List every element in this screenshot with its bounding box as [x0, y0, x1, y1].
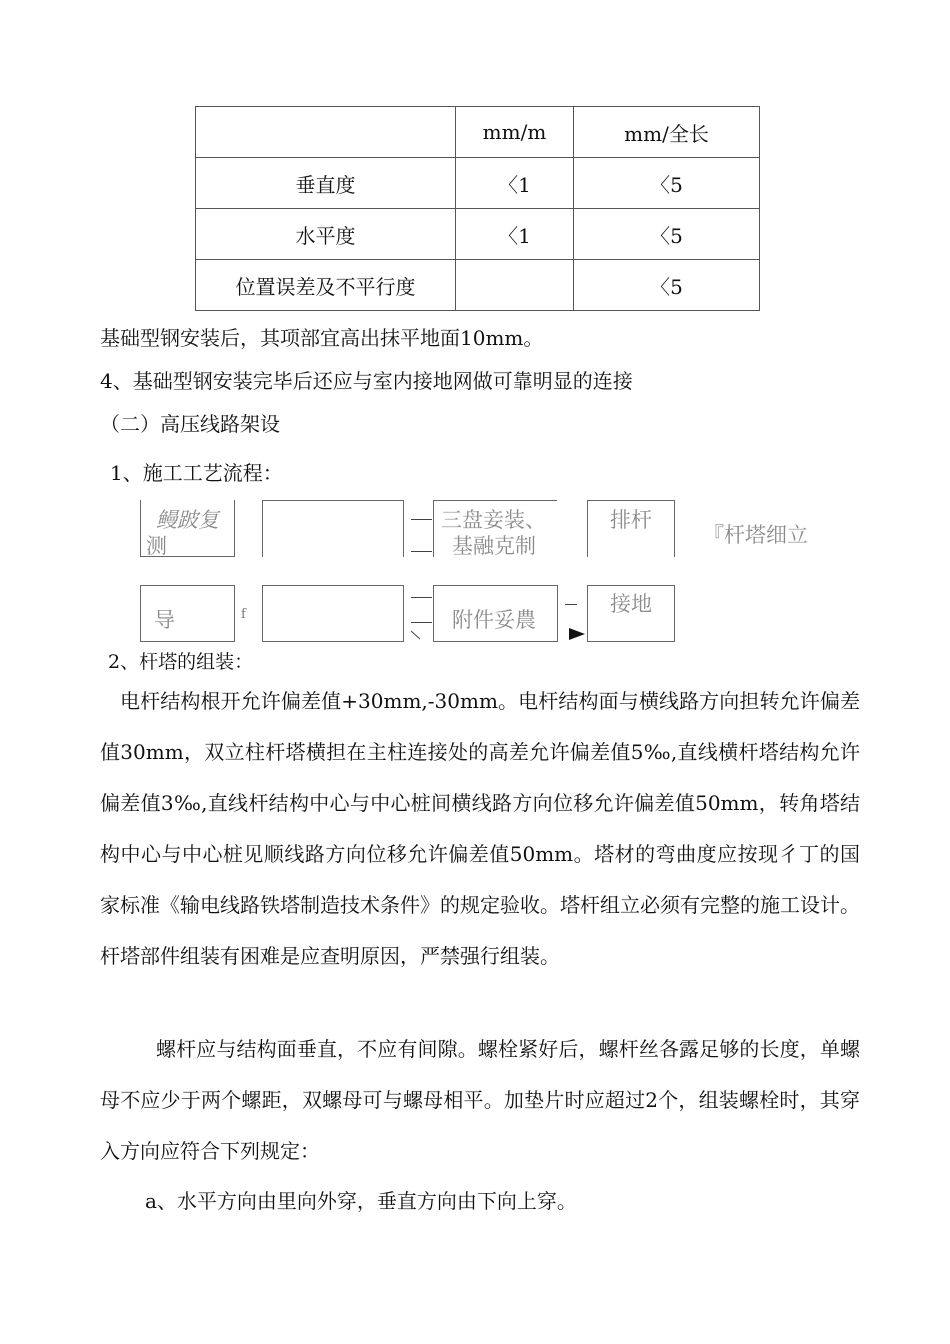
- flow-connector-tick: [409, 628, 423, 642]
- table-header-cell: [196, 107, 456, 158]
- table-row: [196, 158, 760, 209]
- text-line: 基础型钢安装后，其项部宜高出抹平地面10mm。: [100, 326, 544, 350]
- flow-connector: [411, 622, 432, 623]
- flow-label: 三盘妾装、: [441, 508, 546, 532]
- flow-connector: [411, 597, 432, 598]
- table-header-cell: mm/全长: [574, 107, 760, 158]
- list-item: a、水平方向由里向外穿，垂直方向由下向上穿。: [145, 1189, 577, 1213]
- table-cell: 垂直度: [196, 158, 456, 209]
- flow-connector: [411, 519, 432, 520]
- table-row: [196, 260, 760, 311]
- flow-connector: [565, 604, 577, 605]
- table-cell: 〈1: [456, 209, 574, 260]
- subsection-heading: 1、施工工艺流程：: [110, 461, 283, 485]
- table-cell: 〈5: [574, 158, 760, 209]
- text-line: 4、基础型钢安装完毕后还应与室内接地网做可靠明显的连接: [100, 369, 633, 393]
- flow-marker: f: [241, 607, 246, 622]
- table-header-cell: mm/m: [456, 107, 574, 158]
- table-header-row: [196, 107, 760, 158]
- arrow-right-icon: [567, 626, 587, 642]
- flow-label: 基融克制: [452, 534, 536, 558]
- table-cell: 〈5: [574, 209, 760, 260]
- table-cell: 位置误差及不平行度: [196, 260, 456, 311]
- paragraph: 螺杆应与结构面垂直，不应有间隙。螺栓紧好后，螺杆丝各露足够的长度，单螺母不应少于两个螺距，双螺母可与螺母相平。加垫片时应超过2个，组装螺栓时，其穿入方向应符合下列规定：: [100, 1037, 860, 1163]
- flow-label: 测: [146, 534, 167, 558]
- table-cell: [456, 260, 574, 311]
- tolerance-table: [195, 106, 760, 311]
- subsection-heading: 2、杆塔的组装：: [108, 651, 254, 673]
- flow-label: 附件妥農: [452, 608, 536, 632]
- table-cell: 〈1: [456, 158, 574, 209]
- table-row: [196, 209, 760, 260]
- table-cell: 〈5: [574, 260, 760, 311]
- flow-box: [262, 585, 404, 642]
- table-cell: 水平度: [196, 209, 456, 260]
- flow-label: 接地: [610, 592, 652, 616]
- flow-connector: [411, 551, 432, 552]
- flow-label: 导: [154, 608, 175, 632]
- paragraph: 电杆结构根开允许偏差值+30mm,-30mm。电杆结构面与横线路方向担转允许偏差值30mm，双立柱杆塔横担在主柱连接处的高差允许偏差值5‰,直线横杆塔结构允许偏差值3‰,直线杆结构中心与中心桩间横线路方向位移允许偏差值50mm，转角塔结构中心与中心桩见顺线路方向位移允许偏差值50mm。塔材的弯曲度应按现彳丁的国家标准《输电线路铁塔制造技术条件》的规定验收。塔杆组立必须有完整的施工设计。杆塔部件组装有困难是应查明原因，严禁强行组装。: [100, 689, 860, 968]
- flow-box: [262, 500, 404, 557]
- flow-label: 『杆塔细立: [703, 523, 808, 547]
- section-heading: （二）高压线路架设: [100, 412, 280, 436]
- flow-label: 排杆: [610, 508, 652, 532]
- flow-label: 鳗跛复: [156, 508, 219, 532]
